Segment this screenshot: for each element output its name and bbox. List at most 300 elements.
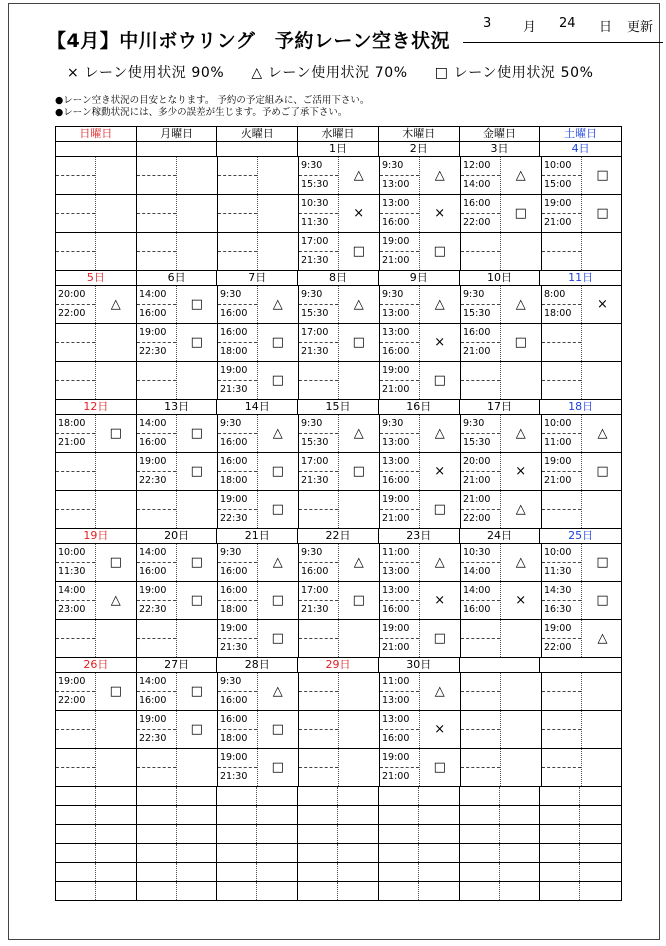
slot-cell xyxy=(461,620,542,657)
slot-end-time xyxy=(56,214,95,233)
slot-cell xyxy=(380,453,461,490)
availability-mark xyxy=(339,362,379,399)
slot-cell xyxy=(380,362,461,399)
slot-row xyxy=(56,673,621,711)
slot-cell xyxy=(542,673,623,710)
slot-times xyxy=(380,491,420,528)
blank-times xyxy=(298,825,338,843)
slot-end-time xyxy=(461,252,500,271)
slot-times xyxy=(380,582,420,619)
slot-cell xyxy=(380,491,461,528)
availability-mark xyxy=(582,362,623,399)
availability-mark: □ xyxy=(433,244,446,259)
slot-cell xyxy=(299,620,380,657)
date-cell: 28日 xyxy=(217,658,298,672)
slot-start-time: 13:00 xyxy=(380,582,419,601)
slot-end-time: 11:30 xyxy=(544,565,572,577)
slot-start-time: 9:30 xyxy=(461,286,500,305)
slot-end-time: 15:30 xyxy=(301,307,329,319)
slot-cell xyxy=(461,673,542,710)
slot-start-time: 10:30 xyxy=(461,544,500,563)
slot-end-time xyxy=(137,252,176,271)
slot-times xyxy=(380,749,420,786)
blank-times xyxy=(379,825,419,843)
date-cell: 21日 xyxy=(217,529,298,543)
availability-mark: □ xyxy=(190,722,203,737)
slot-cell xyxy=(137,544,218,581)
slot-times xyxy=(542,673,582,710)
blank-cell xyxy=(137,863,218,881)
availability-mark xyxy=(582,711,623,748)
availability-mark: □ xyxy=(271,335,284,350)
slot-cell xyxy=(137,749,218,786)
availability-mark: □ xyxy=(271,464,284,479)
slot-start-time: 10:00 xyxy=(542,415,581,434)
calendar-week xyxy=(56,529,621,658)
blank-times xyxy=(56,863,96,881)
blank-cell xyxy=(56,882,137,900)
slot-start-time: 16:00 xyxy=(218,711,257,730)
availability-mark xyxy=(177,157,217,194)
slot-cell xyxy=(299,157,380,194)
date-cell: 19日 xyxy=(56,529,137,543)
availability-mark: △ xyxy=(110,297,121,312)
slot-end-time: 16:00 xyxy=(220,565,248,577)
slot-cell xyxy=(299,673,380,710)
slot-cell xyxy=(218,673,299,710)
date-cell: 1日 xyxy=(298,142,379,156)
slot-end-time: 11:30 xyxy=(58,565,86,577)
slot-times xyxy=(461,491,501,528)
slot-times xyxy=(137,415,177,452)
availability-mark: □ xyxy=(596,464,609,479)
slot-times xyxy=(299,453,339,490)
slot-start-time xyxy=(542,324,581,343)
slot-times xyxy=(218,491,258,528)
slot-end-time: 22:00 xyxy=(58,694,86,706)
slot-start-time xyxy=(56,157,95,176)
slot-times xyxy=(461,749,501,786)
blank-times xyxy=(137,882,177,900)
date-cell: 18日 xyxy=(568,400,594,413)
availability-mark xyxy=(339,491,379,528)
slot-start-time xyxy=(461,749,500,768)
availability-mark xyxy=(582,491,623,528)
blank-cell xyxy=(137,882,218,900)
slot-end-time xyxy=(56,510,95,529)
slot-end-time: 15:00 xyxy=(544,178,572,190)
slot-cell xyxy=(299,233,380,270)
slot-end-time xyxy=(137,639,176,658)
date-cell: 24日 xyxy=(460,529,541,543)
blank-times xyxy=(217,825,257,843)
slot-start-time xyxy=(56,324,95,343)
slot-end-time xyxy=(542,510,581,529)
availability-mark xyxy=(501,749,541,786)
slot-times xyxy=(461,582,501,619)
slot-start-time: 19:00 xyxy=(137,582,176,601)
slot-end-time: 13:00 xyxy=(382,565,410,577)
slot-start-time: 13:00 xyxy=(380,324,419,343)
availability-mark: △ xyxy=(515,555,526,570)
slot-start-time: 9:30 xyxy=(380,286,419,305)
blank-times xyxy=(298,787,338,805)
blank-cell xyxy=(137,844,218,862)
slot-cell xyxy=(380,544,461,581)
slot-end-time: 21:00 xyxy=(463,345,491,357)
blank-cell xyxy=(137,825,218,843)
slot-cell xyxy=(218,415,299,452)
availability-mark: □ xyxy=(352,335,365,350)
blank-cell xyxy=(56,787,137,805)
slot-cell xyxy=(299,749,380,786)
slot-end-time xyxy=(218,252,257,271)
slot-times xyxy=(299,711,339,748)
slot-times xyxy=(380,286,420,323)
slot-times xyxy=(461,544,501,581)
slot-cell xyxy=(218,157,299,194)
slot-row xyxy=(56,324,621,362)
slot-times xyxy=(299,415,339,452)
slot-cell xyxy=(542,233,623,270)
availability-mark: △ xyxy=(434,297,445,312)
availability-mark: × xyxy=(353,206,365,221)
slot-start-time xyxy=(56,233,95,252)
slot-start-time: 9:30 xyxy=(218,286,257,305)
availability-mark: □ xyxy=(352,464,365,479)
blank-times xyxy=(137,787,177,805)
blank-times xyxy=(217,863,257,881)
week-date-row xyxy=(56,529,621,544)
slot-end-time xyxy=(56,472,95,491)
slot-start-time xyxy=(299,491,338,510)
availability-mark: △ xyxy=(434,555,445,570)
slot-end-time: 21:30 xyxy=(301,345,329,357)
slot-end-time: 23:00 xyxy=(58,603,86,615)
slot-times xyxy=(380,453,420,490)
slot-times xyxy=(56,711,96,748)
reservation-calendar xyxy=(55,126,622,901)
slot-times xyxy=(380,195,420,232)
slot-row xyxy=(56,711,621,749)
availability-mark: × xyxy=(434,464,446,479)
date-cell: 8日 xyxy=(298,271,379,285)
date-cell: 22日 xyxy=(298,529,379,543)
availability-mark: × xyxy=(434,335,446,350)
availability-mark: □ xyxy=(190,426,203,441)
slot-times xyxy=(542,749,582,786)
slot-end-time: 16:00 xyxy=(301,565,329,577)
slot-times xyxy=(218,233,258,270)
slot-start-time: 19:00 xyxy=(380,620,419,639)
week-date-row xyxy=(56,271,621,286)
slot-end-time xyxy=(299,730,338,749)
slot-cell xyxy=(56,749,137,786)
blank-cell xyxy=(217,806,298,824)
slot-times xyxy=(137,362,177,399)
slot-times xyxy=(461,453,501,490)
slot-times xyxy=(299,620,339,657)
blank-cell xyxy=(460,882,541,900)
availability-mark xyxy=(582,233,623,270)
slot-start-time: 18:00 xyxy=(56,415,95,434)
availability-mark xyxy=(96,157,136,194)
blank-cell xyxy=(460,806,541,824)
slot-start-time: 14:00 xyxy=(461,582,500,601)
slot-cell xyxy=(461,544,542,581)
availability-mark: △ xyxy=(434,684,445,699)
slot-cell xyxy=(56,673,137,710)
slot-cell xyxy=(380,749,461,786)
date-cell: 25日 xyxy=(568,529,594,542)
availability-mark: □ xyxy=(514,335,527,350)
slot-cell xyxy=(461,195,542,232)
blank-times xyxy=(460,863,500,881)
slot-end-time xyxy=(299,381,338,400)
slot-end-time: 21:00 xyxy=(382,770,410,782)
slot-end-time xyxy=(461,768,500,787)
slot-times xyxy=(380,711,420,748)
slot-times xyxy=(299,491,339,528)
slot-cell xyxy=(218,233,299,270)
slot-cell xyxy=(542,195,623,232)
slot-times xyxy=(542,544,582,581)
legend-item-70: △ レーン使用状況 70% xyxy=(251,65,408,81)
blank-cell xyxy=(217,825,298,843)
availability-mark: □ xyxy=(271,373,284,388)
date-cell: 12日 xyxy=(56,400,137,414)
slot-end-time xyxy=(56,639,95,658)
slot-start-time: 16:00 xyxy=(218,324,257,343)
slot-times xyxy=(56,453,96,490)
slot-times xyxy=(218,415,258,452)
slot-times xyxy=(299,673,339,710)
slot-times xyxy=(56,157,96,194)
availability-mark: △ xyxy=(515,297,526,312)
slot-times xyxy=(56,620,96,657)
slot-times xyxy=(542,233,582,270)
blank-cell xyxy=(540,806,621,824)
slot-start-time: 19:00 xyxy=(542,453,581,472)
calendar-week xyxy=(56,271,621,400)
slot-start-time: 16:00 xyxy=(218,453,257,472)
slot-start-time: 9:30 xyxy=(380,415,419,434)
slot-start-time: 14:00 xyxy=(137,673,176,692)
blank-cell xyxy=(540,882,621,900)
slot-cell xyxy=(137,286,218,323)
slot-cell xyxy=(461,286,542,323)
slot-start-time: 19:00 xyxy=(218,749,257,768)
slot-end-time: 21:00 xyxy=(382,641,410,653)
blank-cell xyxy=(540,825,621,843)
availability-mark: × xyxy=(434,722,446,737)
availability-mark: □ xyxy=(433,631,446,646)
blank-row xyxy=(56,806,621,825)
blank-times xyxy=(137,825,177,843)
blank-cell xyxy=(298,806,379,824)
slot-start-time: 14:00 xyxy=(137,286,176,305)
weekday-monday: 月曜日 xyxy=(137,127,218,141)
slot-end-time: 18:00 xyxy=(220,732,248,744)
date-cell: 10日 xyxy=(460,271,541,285)
legend xyxy=(67,62,615,82)
slot-times xyxy=(137,582,177,619)
slot-times xyxy=(299,233,339,270)
calendar-week xyxy=(56,658,621,787)
availability-mark xyxy=(501,673,541,710)
date-cell: 7日 xyxy=(217,271,298,285)
slot-times xyxy=(380,673,420,710)
slot-cell xyxy=(218,362,299,399)
availability-mark: □ xyxy=(271,722,284,737)
slot-times xyxy=(461,324,501,361)
update-month-label: 月 xyxy=(523,20,537,35)
weekday-wednesday: 水曜日 xyxy=(298,127,379,141)
slot-cell xyxy=(218,195,299,232)
slot-end-time: 15:30 xyxy=(301,436,329,448)
slot-end-time xyxy=(542,768,581,787)
blank-cell xyxy=(460,825,541,843)
availability-mark: □ xyxy=(190,684,203,699)
calendar-week xyxy=(56,142,621,271)
availability-mark xyxy=(96,491,136,528)
slot-start-time: 9:30 xyxy=(218,415,257,434)
slot-times xyxy=(218,453,258,490)
slot-start-time: 13:00 xyxy=(380,453,419,472)
availability-mark: □ xyxy=(271,631,284,646)
slot-cell xyxy=(137,233,218,270)
blank-row xyxy=(56,787,621,806)
slot-row xyxy=(56,233,621,270)
slot-start-time: 19:00 xyxy=(218,620,257,639)
slot-end-time: 21:00 xyxy=(382,254,410,266)
slot-times xyxy=(137,324,177,361)
slot-end-time: 22:00 xyxy=(58,307,86,319)
slot-cell xyxy=(299,453,380,490)
weekday-header xyxy=(56,127,621,142)
blank-times xyxy=(217,806,257,824)
availability-mark xyxy=(177,620,217,657)
availability-mark: □ xyxy=(433,760,446,775)
slot-end-time xyxy=(542,343,581,362)
slot-end-time: 16:00 xyxy=(382,345,410,357)
slot-start-time xyxy=(137,491,176,510)
slot-end-time: 21:00 xyxy=(544,216,572,228)
blank-cell xyxy=(298,787,379,805)
slot-start-time xyxy=(56,491,95,510)
slot-times xyxy=(461,673,501,710)
date-cell: 23日 xyxy=(379,529,460,543)
slot-cell xyxy=(380,620,461,657)
slot-cell xyxy=(461,491,542,528)
date-cell: 27日 xyxy=(137,658,218,672)
slot-end-time xyxy=(56,343,95,362)
slot-end-time: 21:00 xyxy=(382,512,410,524)
slot-times xyxy=(380,620,420,657)
slot-row xyxy=(56,749,621,786)
slot-times xyxy=(137,749,177,786)
slot-cell xyxy=(380,157,461,194)
slot-end-time: 22:30 xyxy=(220,512,248,524)
availability-mark: △ xyxy=(597,426,608,441)
slot-end-time xyxy=(299,510,338,529)
slot-cell xyxy=(461,749,542,786)
blank-times xyxy=(56,806,96,824)
slot-end-time xyxy=(461,381,500,400)
slot-end-time: 22:00 xyxy=(544,641,572,653)
slot-cell xyxy=(56,582,137,619)
slot-end-time: 16:00 xyxy=(463,603,491,615)
slot-start-time: 11:00 xyxy=(380,673,419,692)
slot-cell xyxy=(137,324,218,361)
slot-times xyxy=(299,582,339,619)
slot-times xyxy=(137,286,177,323)
slot-start-time: 10:00 xyxy=(542,157,581,176)
slot-times xyxy=(461,362,501,399)
slot-row xyxy=(56,582,621,620)
slot-cell xyxy=(137,491,218,528)
slot-start-time xyxy=(56,453,95,472)
slot-times xyxy=(56,195,96,232)
availability-mark xyxy=(177,749,217,786)
slot-times xyxy=(542,157,582,194)
slot-end-time: 14:00 xyxy=(463,565,491,577)
blank-cell xyxy=(298,882,379,900)
blank-times xyxy=(460,806,500,824)
slot-cell xyxy=(542,415,623,452)
date-cell: 13日 xyxy=(137,400,218,414)
slot-end-time: 16:00 xyxy=(382,474,410,486)
slot-end-time xyxy=(542,730,581,749)
slot-end-time: 13:00 xyxy=(382,694,410,706)
availability-mark: × xyxy=(515,593,527,608)
availability-mark xyxy=(501,620,541,657)
slot-end-time: 21:30 xyxy=(301,474,329,486)
slot-start-time xyxy=(56,749,95,768)
slot-times xyxy=(299,362,339,399)
slot-cell xyxy=(299,711,380,748)
slot-cell xyxy=(299,362,380,399)
date-cell: 3日 xyxy=(460,142,541,156)
blank-week xyxy=(56,787,621,900)
note-disclaimer: ●レーン稼動状況には、多少の誤差が生じます。予めご了承下さい。 xyxy=(55,107,348,118)
slot-cell xyxy=(218,620,299,657)
blank-cell xyxy=(56,863,137,881)
slot-times xyxy=(542,711,582,748)
slot-times xyxy=(299,324,339,361)
availability-mark xyxy=(501,362,541,399)
slot-end-time: 16:00 xyxy=(382,603,410,615)
slot-end-time: 16:00 xyxy=(139,436,167,448)
slot-end-time: 21:30 xyxy=(220,770,248,782)
legend-item-50: □ レーン使用状況 50% xyxy=(434,65,594,81)
slot-end-time: 11:00 xyxy=(544,436,572,448)
slot-end-time: 16:00 xyxy=(139,565,167,577)
slot-start-time: 14:00 xyxy=(137,415,176,434)
slot-end-time xyxy=(56,381,95,400)
blank-cell xyxy=(379,863,460,881)
availability-mark: □ xyxy=(596,593,609,608)
slot-start-time xyxy=(56,620,95,639)
slot-times xyxy=(542,453,582,490)
blank-times xyxy=(540,882,580,900)
legend-item-90: × レーン使用状況 90% xyxy=(67,65,225,81)
slot-start-time: 9:30 xyxy=(299,415,338,434)
availability-mark: □ xyxy=(271,593,284,608)
slot-end-time: 18:00 xyxy=(220,474,248,486)
slot-times xyxy=(137,711,177,748)
slot-start-time: 13:00 xyxy=(380,711,419,730)
